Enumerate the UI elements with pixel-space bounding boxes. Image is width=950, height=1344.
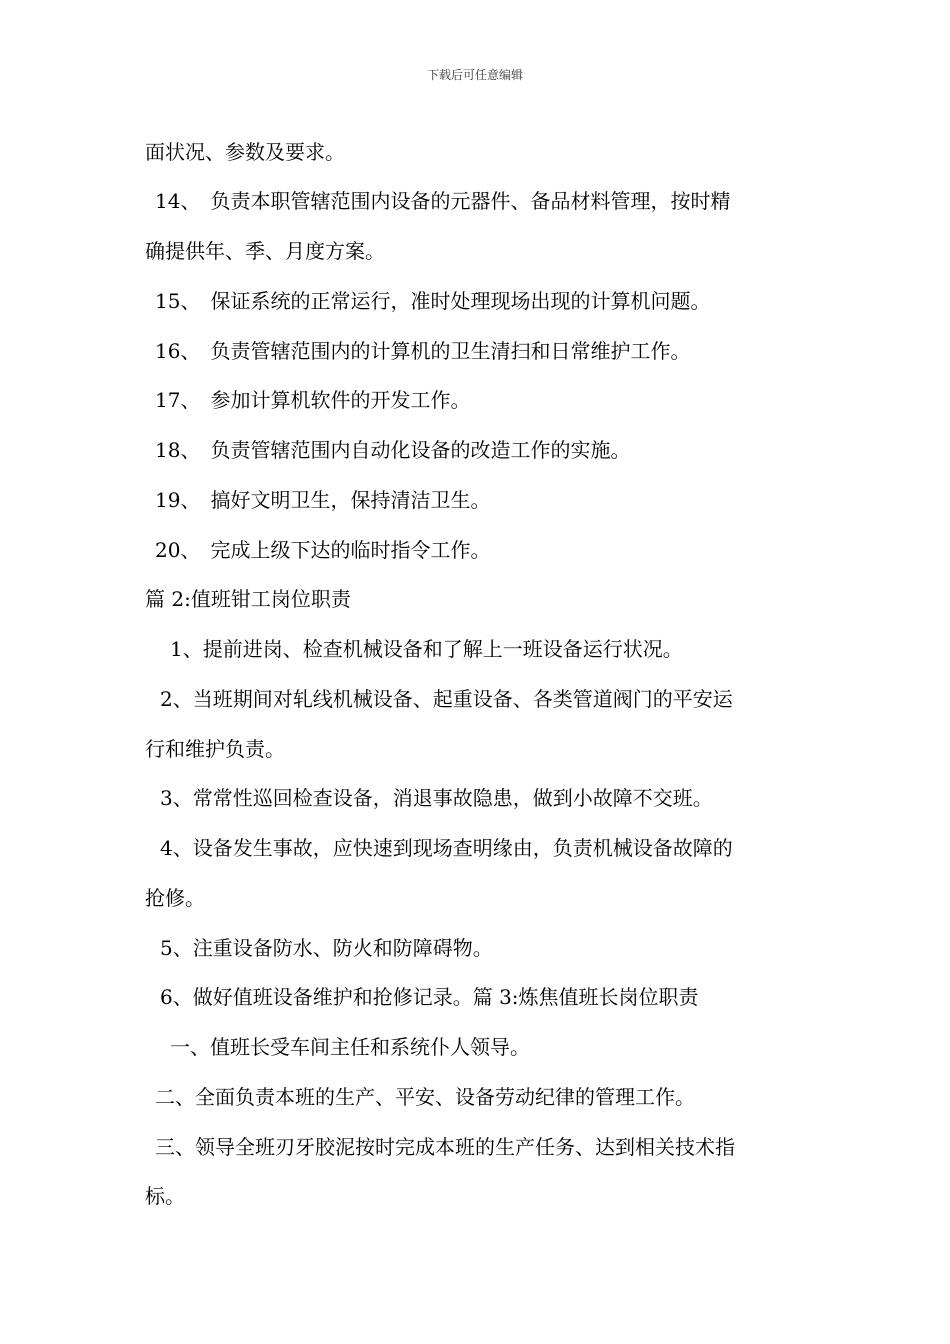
text-line: 17、 参加计算机软件的开发工作。 [155, 388, 471, 412]
text-line: 3、常常性巡回检查设备，消退事故隐患，做到小故障不交班。 [160, 786, 713, 810]
text-line: 20、 完成上级下达的临时指令工作。 [155, 538, 491, 562]
text-line: 确提供年、季、月度方案。 [145, 239, 385, 263]
text-line: 二、全面负责本班的生产、平安、设备劳动纪律的管理工作。 [155, 1085, 695, 1109]
text-line: 行和维护负责。 [145, 737, 285, 761]
text-line: 标。 [145, 1184, 185, 1208]
text-line: 抢修。 [145, 886, 205, 910]
page-header: 下载后可任意编辑 [426, 68, 523, 82]
text-line: 三、领导全班刃牙胶泥按时完成本班的生产任务、达到相关技术指 [155, 1135, 735, 1159]
text-line: 14、 负责本职管辖范围内设备的元器件、备品材料管理，按时精 [155, 189, 731, 213]
section-heading: 篇 2:值班钳工岗位职责 [145, 587, 351, 611]
text-line: 1、提前进岗、检查机械设备和了解上一班设备运行状况。 [170, 637, 683, 661]
text-line: 6、做好值班设备维护和抢修记录。篇 3:炼焦值班长岗位职责 [160, 985, 699, 1009]
text-line: 15、 保证系统的正常运行，准时处理现场出现的计算机问题。 [155, 289, 711, 313]
text-line: 2、当班期间对轧线机械设备、起重设备、各类管道阀门的平安运 [160, 687, 733, 711]
text-line: 5、注重设备防水、防火和防障碍物。 [160, 936, 493, 960]
text-line: 面状况、参数及要求。 [145, 140, 345, 164]
text-line: 4、设备发生事故，应快速到现场查明缘由，负责机械设备故障的 [160, 836, 733, 860]
text-line: 19、 搞好文明卫生，保持清洁卫生。 [155, 488, 491, 512]
text-line: 一、值班长受车间主任和系统仆人领导。 [170, 1035, 530, 1059]
text-line: 18、 负责管辖范围内自动化设备的改造工作的实施。 [155, 438, 631, 462]
text-line: 16、 负责管辖范围内的计算机的卫生清扫和日常维护工作。 [155, 339, 691, 363]
